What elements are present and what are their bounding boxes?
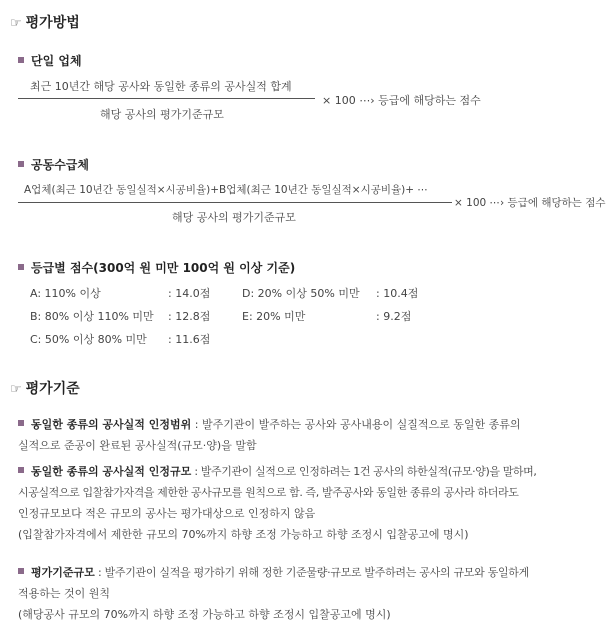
section-title-text: 평가기준 [25,381,80,397]
joint-denominator: 해당 공사의 평가기준규모 [172,211,296,224]
single-denominator: 해당 공사의 평가기준규모 [100,108,224,121]
single-result: × 100 ⋯› 등급에 해당하는 점수 [322,94,481,107]
square-bullet-icon [18,420,24,426]
criteria-text: 실적으로 준공이 완료된 공사실적(규모·양)을 말함 [18,439,257,452]
fraction-line [18,98,315,99]
grade-b-label: B: 80% 이상 110% 미만 [30,310,154,323]
joint-title: 공동수급체 [31,158,89,172]
section-title-evaluation-criteria [10,378,80,398]
criteria-text: : 발주기관이 실적을 평가하기 위해 정한 기준물량·규모로 발주하려는 공사의 규모와 동일하게 [94,566,529,579]
single-numerator: 최근 10년간 해당 공사와 동일한 종류의 공사실적 합계 [30,80,292,93]
criteria-text: 적용하는 것이 원칙 [18,587,111,600]
fraction-line [18,202,452,203]
grade-b-value: : 12.8점 [168,310,211,323]
grade-d-value: : 10.4점 [376,287,419,300]
square-bullet-icon [18,161,24,167]
criteria-text: 시공실적으로 입찰참가자격을 제한한 공사규모를 원칙으로 함. 즉, 발주공사와 동일한 종류의 공사라 하더라도 [18,486,519,499]
criteria-term: 동일한 종류의 공사실적 인정범위 [31,418,192,431]
grades-heading [18,259,295,276]
joint-numerator: A업체(최근 10년간 동일실적×시공비율)+B업체(최근 10년간 동일실적×시공비율)+ ⋯ [24,184,428,196]
pointing-hand-icon: ☞ [10,16,22,31]
criteria-text: : 발주기관이 발주하는 공사와 공사내용이 실질적으로 동일한 종류의 [191,418,521,431]
criteria-text: 인정규모보다 적은 규모의 공사는 평가대상으로 인정하지 않음 [18,507,316,520]
grade-e-value: : 9.2점 [376,310,412,323]
pointing-hand-icon: ☞ [10,382,22,397]
criteria-item-recognition-scale [18,461,606,545]
joint-result: × 100 ⋯› 등급에 해당하는 점수 [454,197,606,209]
grade-c-value: : 11.6점 [168,333,211,346]
square-bullet-icon [18,568,24,574]
section-title-evaluation-method [10,12,80,32]
criteria-term: 평가기준규모 [31,566,95,579]
square-bullet-icon [18,57,24,63]
grade-a-label: A: 110% 이상 [30,287,101,300]
single-company-heading [18,52,82,69]
section-title-text: 평가방법 [25,15,80,31]
criteria-text: : 발주기관이 실적으로 인정하려는 1건 공사의 하한실적(규모·양)을 말하며, [191,465,537,478]
grades-title: 등급별 점수(300억 원 미만 100억 원 이상 기준) [31,261,296,275]
single-company-title: 단일 업체 [31,54,82,68]
criteria-item-evaluation-scale [18,562,606,625]
criteria-item-recognition-range [18,414,606,456]
square-bullet-icon [18,264,24,270]
criteria-note: (해당공사 규모의 70%까지 하향 조정 가능하고 하향 조정시 입찰공고에 명시) [18,608,391,621]
grade-c-label: C: 50% 이상 80% 미만 [30,333,147,346]
grade-a-value: : 14.0점 [168,287,211,300]
square-bullet-icon [18,467,24,473]
grade-e-label: E: 20% 미만 [242,310,306,323]
grade-d-label: D: 20% 이상 50% 미만 [242,287,360,300]
criteria-term: 동일한 종류의 공사실적 인정규모 [31,465,192,478]
joint-heading [18,156,89,173]
criteria-note: (입찰참가자격에서 제한한 규모의 70%까지 하향 조정 가능하고 하향 조정시 입찰공고에 명시) [18,528,469,541]
